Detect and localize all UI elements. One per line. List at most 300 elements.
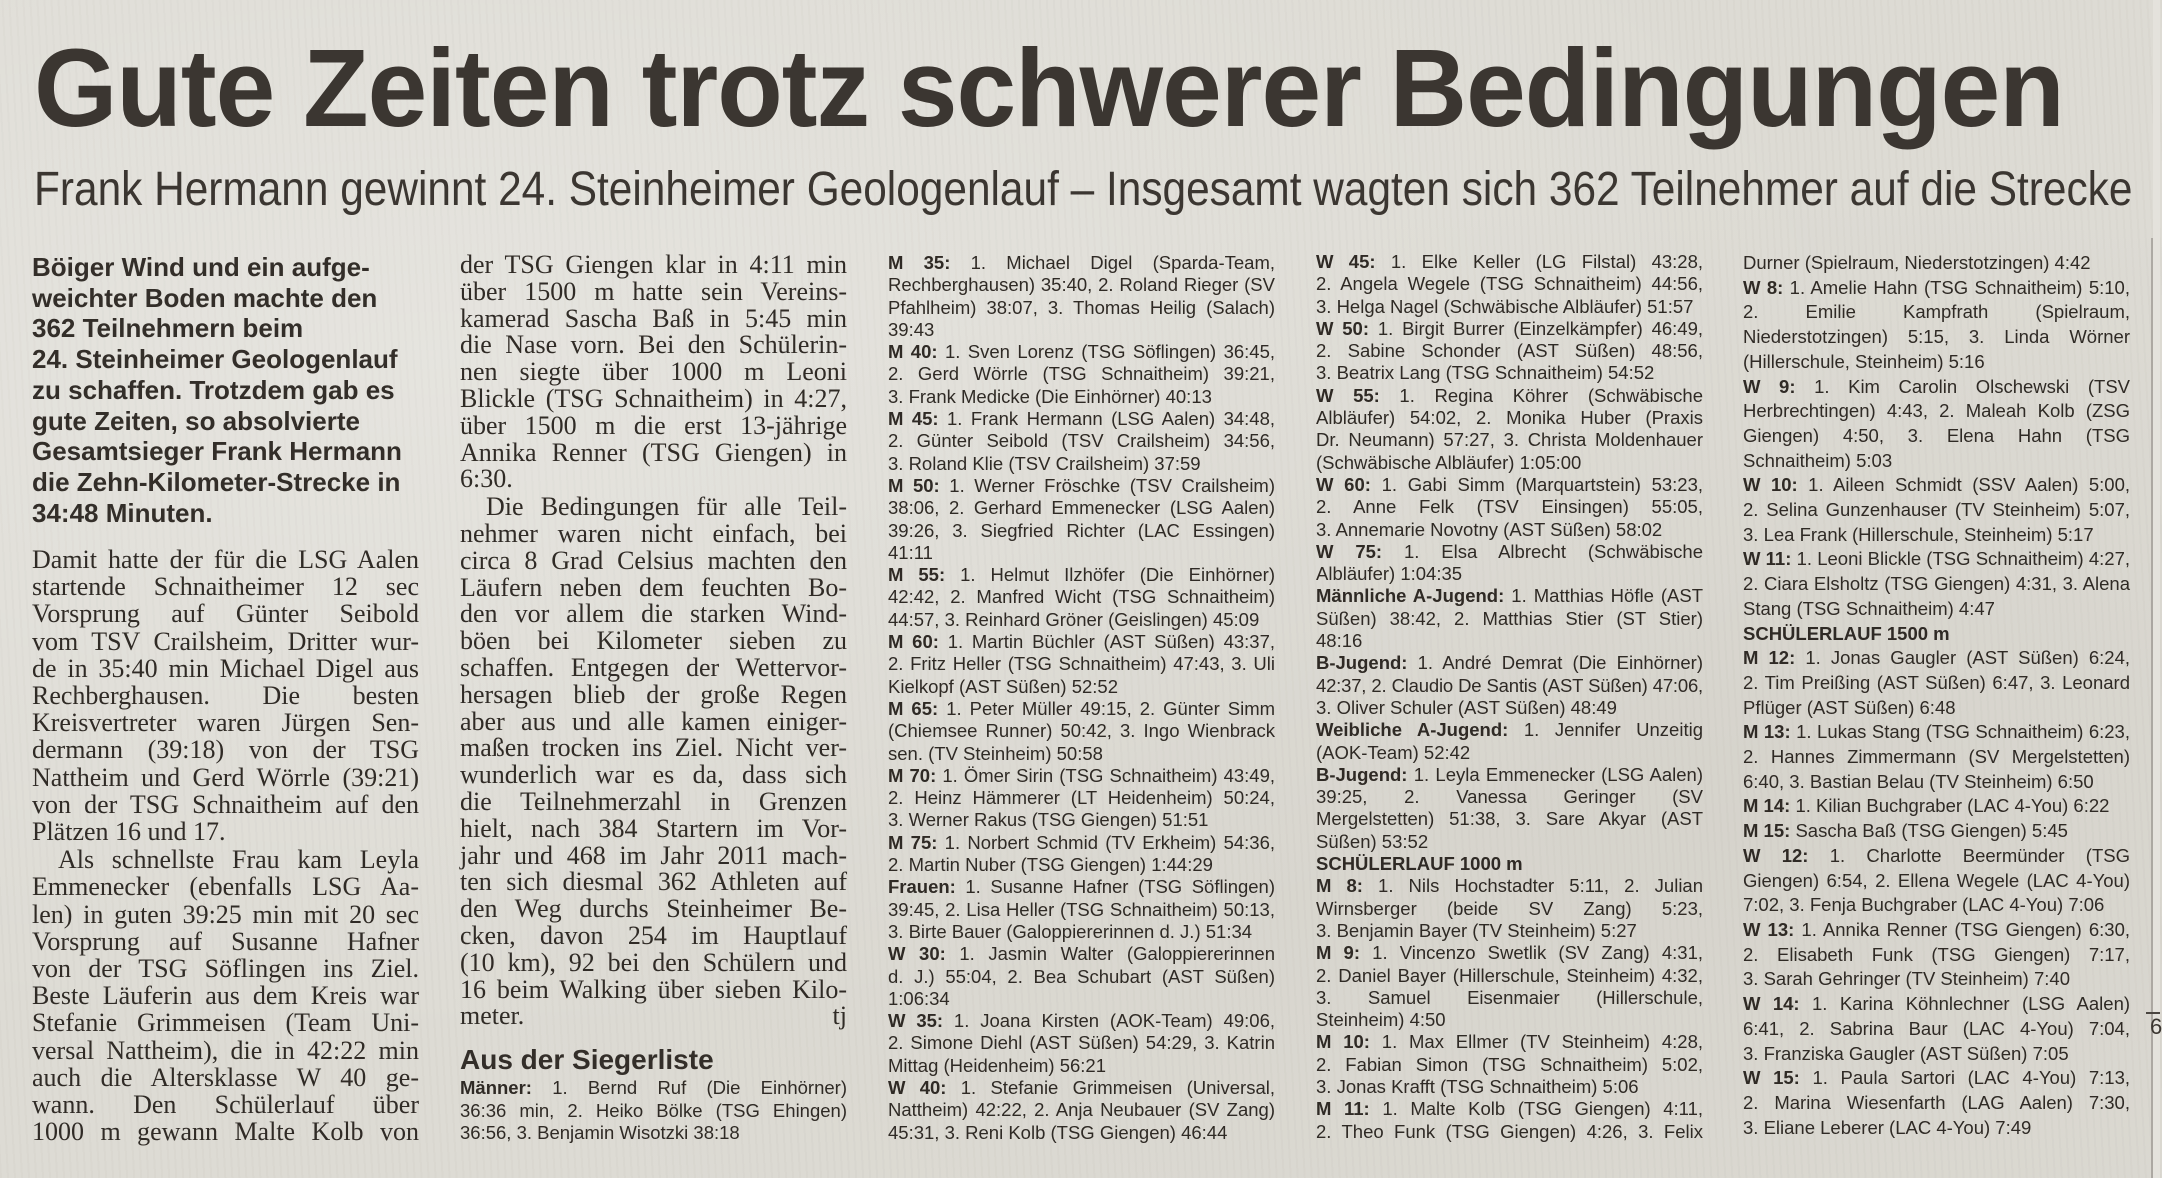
subtitle: Frank Hermann gewinnt 24. Steinheimer Geologenlauf – Insgesamt wagten sich 362 Teilnehmer auf die Strecke	[34, 163, 2133, 216]
result-line	[888, 988, 1275, 1010]
result-text: Pflüger (AST Süßen) 6:48	[1743, 696, 1956, 718]
article-line	[460, 601, 847, 628]
result-entry	[1743, 1066, 2130, 1140]
result-line	[1316, 898, 1703, 920]
article-paragraph	[460, 494, 847, 1030]
result-line	[1743, 1042, 2130, 1067]
article-line-text: Damit hatte der für die LSG Aalen	[32, 545, 419, 574]
result-line	[1316, 652, 1703, 674]
result-text: 1. Malte Kolb (TSG Giengen) 4:11,	[1382, 1098, 1703, 1120]
result-text: d. J.) 55:04, 2. Bea Schubart (AST Süßen)	[888, 965, 1275, 987]
result-line	[1743, 1017, 2130, 1042]
result-text: 2. Elisabeth Funk (TSG Giengen) 7:17,	[1743, 943, 2130, 965]
result-category-label: M 40:	[888, 341, 938, 363]
result-text: Niederstotzingen) 5:15, 3. Linda Wörner	[1743, 326, 2130, 348]
result-category-label: M 65:	[888, 697, 939, 719]
article-line-text: len) in guten 39:25 min mit 20 sec	[32, 899, 419, 929]
result-line	[1316, 920, 1703, 942]
result-line	[888, 787, 1275, 809]
result-line	[1743, 424, 2130, 449]
article-line	[460, 735, 847, 762]
result-entry	[888, 1010, 1275, 1077]
result-text: 2. Tim Preißing (AST Süßen) 6:47, 3. Leonard	[1743, 671, 2130, 693]
result-text: 3. Sarah Gehringer (TV Steinheim) 7:40	[1743, 968, 2070, 990]
result-entry	[1316, 875, 1703, 942]
article-line-text: versal Nattheim), die in 42:22 min	[32, 1035, 419, 1065]
article-paragraph	[32, 546, 419, 845]
result-category-label: M 75:	[888, 831, 938, 853]
result-entry	[1743, 375, 2130, 474]
article-line-text: startende Schnaitheimer 12 sec	[32, 572, 419, 602]
result-line	[888, 341, 1275, 363]
article-line	[460, 572, 847, 602]
result-text: 3. Samuel Eisenmaier (Hillerschule,	[1316, 986, 1703, 1008]
article-line	[32, 682, 419, 709]
article-line	[460, 947, 847, 977]
result-text: 3. Werner Rakus (TSG Giengen) 51:51	[888, 809, 1209, 831]
result-entry	[888, 876, 1275, 943]
result-category-label: Männer:	[460, 1077, 532, 1098]
result-entry	[1316, 942, 1703, 1031]
result-entry	[1316, 1031, 1703, 1098]
result-line	[1316, 987, 1703, 1009]
result-line	[888, 520, 1275, 542]
result-line	[888, 363, 1275, 385]
result-text: Dr. Neumann) 57:27, 3. Christa Moldenhauer	[1316, 429, 1703, 451]
article-line-text: Kreisvertreter waren Jürgen Sen-	[32, 708, 419, 738]
article-line	[32, 655, 419, 682]
result-line	[1743, 869, 2130, 894]
article-line-text: maßen trocken ins Ziel. Nicht ver-	[460, 733, 847, 763]
result-line	[888, 430, 1275, 452]
result-entry	[888, 698, 1275, 765]
result-text: 2. Theo Funk (TSG Giengen) 4:26, 3. Felix	[1316, 1120, 1703, 1142]
article-line	[460, 786, 847, 816]
result-category-label: W 45:	[1316, 251, 1376, 272]
result-text: 2. Heinz Hämmerer (LT Heidenheim) 50:24,	[888, 787, 1275, 809]
result-entry	[1316, 251, 1703, 318]
result-text: 1. Werner Fröschke (TSV Crailsheim)	[949, 474, 1276, 496]
article-line	[460, 869, 847, 896]
result-category-label: Männliche A-Jugend:	[1316, 585, 1505, 607]
article-line	[460, 652, 847, 682]
result-line	[1743, 1116, 2130, 1141]
result-line	[1743, 720, 2130, 745]
article-line-text: ten sich diesmal 362 Athleten auf	[460, 867, 847, 897]
article-line	[460, 679, 847, 709]
result-text: 3. Annemarie Novotny (AST Süßen) 58:02	[1316, 518, 1663, 540]
result-text: Durner (Spielraum, Niederstotzingen) 4:42	[1743, 252, 2091, 273]
result-line	[888, 1122, 1275, 1144]
result-line	[1316, 474, 1703, 496]
result-text: Steinheim) 4:50	[1316, 1009, 1446, 1031]
article-line	[460, 920, 847, 950]
article-line	[32, 1009, 419, 1036]
result-entry	[1743, 646, 2130, 720]
result-text: 42:37, 2. Claudio De Santis (AST Süßen) 47:06,	[1316, 674, 1703, 696]
result-entry	[1316, 652, 1703, 719]
result-line	[1316, 875, 1703, 897]
result-text: 3. Lea Frank (Hillerschule, Steinheim) 5:17	[1743, 523, 2094, 545]
article-line-text: dermann (39:18) von der TSG	[32, 735, 419, 765]
article-line	[32, 901, 419, 928]
result-line	[1316, 1121, 1703, 1143]
article-line-text: kamerad Sascha Baß in 5:45 min	[460, 303, 847, 333]
lead-line: gute Zeiten, so absolvierte	[32, 405, 360, 436]
article-line-text: nehmer waren nicht einfach, bei	[460, 518, 847, 548]
result-text: Albläufer) 54:02, 2. Monika Huber (Praxis	[1316, 407, 1703, 429]
result-entry	[1743, 276, 2130, 375]
result-line	[888, 720, 1275, 742]
result-category-label: W 50:	[1316, 317, 1370, 339]
result-text: 7:02, 3. Fenja Buchgraber (LAC 4-You) 7:06	[1743, 894, 2105, 916]
result-text: 1. Peter Müller 49:15, 2. Günter Simm	[946, 697, 1276, 719]
result-text: 45:31, 3. Reni Kolb (TSG Giengen) 46:44	[888, 1121, 1228, 1143]
article-line	[32, 791, 419, 818]
result-text: 44:57, 3. Reinhard Gröner (Geislingen) 45:09	[888, 608, 1260, 630]
result-line	[1743, 473, 2130, 498]
result-line	[1743, 523, 2130, 548]
result-text: Herbrechtingen) 4:43, 2. Maleah Kolb (ZSG	[1743, 400, 2130, 422]
result-category-label: W 9:	[1743, 375, 1796, 397]
headline: Gute Zeiten trotz schwerer Bedingungen	[34, 27, 2064, 150]
result-text: Nattheim) 42:22, 2. Anja Neubauer (SV Zang)	[888, 1099, 1275, 1121]
result-line	[888, 386, 1275, 408]
result-line	[1316, 786, 1703, 808]
result-line	[888, 832, 1275, 854]
result-line	[1316, 340, 1703, 362]
result-text: 1. Joana Kirsten (AOK-Team) 49:06,	[953, 1010, 1275, 1032]
article-line-text: Vorsprung auf Susanne Hafner	[32, 926, 419, 956]
result-category-label: M 55:	[888, 564, 946, 586]
article-line	[32, 818, 419, 845]
article-line-text: de in 35:40 min Michael Digel aus	[32, 653, 419, 683]
article-line	[460, 437, 847, 467]
result-line	[1743, 572, 2130, 597]
article-column-1	[32, 546, 419, 1145]
result-entry	[1316, 764, 1703, 853]
article-line-text: wunderlich war es da, dass sich	[460, 760, 847, 790]
result-line	[1316, 808, 1703, 830]
result-line	[1743, 251, 2130, 276]
result-category-label: W 30:	[888, 943, 946, 965]
article-line-text: hielt, nach 384 Startern im Vor-	[460, 813, 847, 843]
result-category-label: M 8:	[1316, 875, 1363, 897]
result-text: 2. Anne Felk (TSV Einsingen) 55:05,	[1316, 496, 1703, 518]
result-line	[1743, 671, 2130, 696]
article-line-text: Annika Renner (TSG Giengen) in	[460, 437, 847, 467]
article-line	[460, 494, 847, 521]
result-category-label: M 10:	[1316, 1031, 1370, 1053]
result-category-label: W 40:	[888, 1076, 947, 1098]
result-line	[1743, 745, 2130, 770]
result-text: (Hillerschule, Steinheim) 5:16	[1743, 350, 1985, 372]
result-line	[888, 854, 1275, 876]
article-line	[32, 764, 419, 791]
article-line-text: Läufern neben dem feuchten Bo-	[460, 572, 847, 602]
result-text: 1. Vincenzo Swetlik (SV Zang) 4:31,	[1372, 942, 1704, 964]
result-category-label: B-Jugend:	[1316, 763, 1408, 785]
result-category-label: W 10:	[1743, 474, 1798, 496]
result-entry	[888, 765, 1275, 832]
result-line	[888, 1032, 1275, 1054]
result-text: 6:40, 3. Bastian Belau (TV Steinheim) 6:50	[1743, 770, 2094, 792]
article-line	[32, 955, 419, 982]
result-line	[1743, 819, 2130, 844]
result-line	[888, 921, 1275, 943]
result-line	[1316, 1009, 1703, 1031]
result-text: 1. Leoni Blickle (TSG Schnaitheim) 4:27,	[1796, 548, 2130, 570]
results-column-3	[888, 252, 1275, 1144]
result-category-label: W 12:	[1743, 844, 1809, 866]
result-text: 1. Leyla Emmenecker (LSG Aalen)	[1413, 763, 1704, 785]
result-category-label: M 35:	[888, 252, 951, 273]
result-text: 3. Franziska Gaugler (AST Süßen) 7:05	[1743, 1042, 2069, 1064]
article-line-text: Die Bedingungen für alle Teil-	[486, 492, 847, 522]
result-line	[1743, 646, 2130, 671]
result-line	[1316, 251, 1703, 273]
result-line	[1316, 296, 1703, 318]
result-line	[1743, 350, 2130, 375]
result-category-label: M 13:	[1743, 721, 1791, 743]
result-text: Stang (TSG Schnaitheim) 4:47	[1743, 597, 1995, 619]
result-text: 2. Emilie Kampfrath (Spielraum,	[1743, 301, 2130, 323]
result-line	[888, 676, 1275, 698]
article-line	[460, 518, 847, 548]
result-entry	[888, 943, 1275, 1010]
article-line-text: Plätzen 16 und 17.	[32, 817, 226, 847]
article-line-text: meter.	[460, 1001, 525, 1031]
result-category-label: W 13:	[1743, 918, 1795, 940]
article-line	[460, 359, 847, 386]
result-line	[1743, 943, 2130, 968]
result-line	[1743, 300, 2130, 325]
result-text: Schnaitheim) 5:03	[1743, 449, 1893, 471]
results-heading: Aus der Siegerliste	[460, 1044, 714, 1075]
result-line	[888, 1099, 1275, 1121]
result-entry	[1743, 819, 2130, 844]
result-line	[1316, 719, 1703, 741]
result-line	[888, 698, 1275, 720]
result-line	[460, 1122, 847, 1145]
result-line	[1316, 742, 1703, 764]
article-line-text: 1000 m gewann Malte Kolb von	[32, 1117, 419, 1147]
result-entry	[460, 1077, 847, 1145]
article-line	[32, 1118, 419, 1145]
article-line	[460, 466, 847, 493]
result-text: 1. Karina Köhnlechner (LSG Aalen)	[1812, 993, 2131, 1015]
result-text: 1. Paula Sartori (LAC 4-You) 7:13,	[1812, 1067, 2131, 1089]
article-line	[460, 252, 847, 279]
result-entry	[1743, 794, 2130, 819]
result-line	[888, 475, 1275, 497]
result-line	[460, 1077, 847, 1100]
result-line	[888, 743, 1275, 765]
result-entry	[1743, 251, 2130, 276]
result-text: 2. Fabian Simon (TSG Schnaitheim) 5:02,	[1316, 1053, 1703, 1075]
result-text: Giengen) 4:50, 3. Elena Hahn (TSG	[1743, 424, 2130, 446]
article-line-text: die Teilnehmerzahl in Grenzen	[460, 786, 847, 816]
result-text: 3. Eliane Leberer (LAC 4-You) 7:49	[1743, 1116, 2032, 1138]
article-line	[460, 383, 847, 413]
result-category-label: W 14:	[1743, 993, 1800, 1015]
article-paragraph	[32, 846, 419, 1145]
lead-line: Gesamtsieger Frank Hermann	[32, 436, 402, 467]
result-text: 1. Lukas Stang (TSG Schnaitheim) 6:23,	[1796, 721, 2130, 743]
result-text: 1. Annika Renner (TSG Giengen) 6:30,	[1801, 918, 2131, 940]
article-line-text: schaffen. Entgegen der Wettervor-	[460, 652, 847, 682]
result-entry	[888, 408, 1275, 475]
result-text: 2. Selina Gunzenhauser (TV Steinheim) 5:07,	[1743, 499, 2130, 521]
result-line	[1316, 563, 1703, 585]
lead-line: die Zehn-Kilometer-Strecke in	[32, 466, 401, 497]
result-text: 39:25, 2. Vanessa Geringer (SV	[1316, 786, 1703, 808]
result-line	[888, 564, 1275, 586]
article-line-text: cken, davon 254 im Hauptlauf	[460, 920, 847, 950]
result-entry	[1743, 918, 2130, 992]
results-column-5	[1743, 251, 2130, 1140]
result-line	[460, 1100, 847, 1123]
article-line-text: Rechberghausen. Die besten	[32, 681, 419, 711]
article-line-text: (10 km), 92 bei den Schülern und	[460, 947, 847, 977]
result-entry	[1316, 318, 1703, 385]
result-line	[888, 274, 1275, 296]
result-category-label: W 15:	[1743, 1067, 1800, 1089]
result-text: sen. (TV Steinheim) 50:58	[888, 742, 1103, 764]
result-line	[1743, 325, 2130, 350]
article-line-text: von der TSG Schnaitheim auf den	[32, 789, 419, 819]
result-line	[1743, 597, 2130, 622]
article-line-text: über 1500 m hatte sein Vereins-	[460, 276, 847, 306]
result-text: 1. Jasmin Walter (Galoppiererinnen	[959, 943, 1275, 965]
result-line	[1316, 585, 1703, 607]
result-category-label: W 35:	[888, 1010, 944, 1032]
article-line-text: circa 8 Grad Celsius machten den	[460, 545, 847, 575]
result-line	[888, 966, 1275, 988]
result-text: 39:45, 2. Lisa Heller (TSG Schnaitheim) 50:13,	[888, 898, 1275, 920]
result-line	[888, 297, 1275, 319]
article-line-text: Emmenecker (ebenfalls LSG Aa-	[32, 872, 419, 902]
result-text: 48:16	[1316, 630, 1363, 652]
article-line	[460, 545, 847, 575]
article-line-text: Nattheim und Gerd Wörrle (39:21)	[32, 762, 419, 792]
result-text: Sascha Baß (TSG Giengen) 5:45	[1795, 820, 2068, 842]
result-line	[1316, 541, 1703, 563]
result-line	[1743, 992, 2130, 1017]
result-line	[1316, 273, 1703, 295]
result-line	[1316, 429, 1703, 451]
result-text: 1. Jennifer Unzeitig	[1523, 719, 1703, 741]
result-entry	[1316, 719, 1703, 764]
article-line-text: Vorsprung auf Günter Seibold	[32, 599, 419, 629]
result-entry	[1316, 585, 1703, 652]
result-line	[1316, 942, 1703, 964]
result-text: Süßen) 38:42, 2. Matthias Stier (ST Stier)	[1316, 607, 1703, 629]
result-entry	[1316, 474, 1703, 541]
result-line	[1743, 547, 2130, 572]
result-category-label: M 45:	[888, 408, 939, 430]
result-line	[1316, 831, 1703, 853]
result-text: 1. Stefanie Grimmeisen (Universal,	[960, 1076, 1276, 1098]
article-line	[32, 573, 419, 600]
result-text: 39:26, 3. Siegfried Richter (LAC Essingen)	[888, 519, 1275, 541]
results-section-heading: SCHÜLERLAUF 1500 m	[1743, 622, 1950, 644]
article-line	[32, 873, 419, 900]
result-line	[1743, 375, 2130, 400]
result-line	[1316, 362, 1703, 384]
result-text: 1:06:34	[888, 987, 950, 1009]
result-line	[1316, 385, 1703, 407]
result-line	[1316, 452, 1703, 474]
article-line	[32, 600, 419, 627]
result-line	[888, 943, 1275, 965]
article-line-text: auch die Altersklasse W 40 ge-	[32, 1062, 419, 1092]
article-line	[460, 1003, 847, 1030]
result-line	[1743, 1091, 2130, 1116]
result-text: 1. Nils Hochstadter 5:11, 2. Julian	[1378, 875, 1704, 897]
result-line	[888, 765, 1275, 787]
result-text: 1. Charlotte Beermünder (TSG	[1829, 844, 2130, 866]
result-text: 3. Roland Klie (TSV Crailsheim) 37:59	[888, 452, 1201, 474]
article-line-text: der TSG Giengen klar in 4:11 min	[460, 250, 847, 279]
result-text: 2. Simone Diehl (AST Süßen) 54:29, 3. Katrin	[888, 1032, 1275, 1054]
article-line	[460, 410, 847, 440]
result-line	[888, 1055, 1275, 1077]
result-category-label: M 70:	[888, 764, 937, 786]
result-line	[1316, 697, 1703, 719]
result-line	[888, 497, 1275, 519]
result-entry	[1743, 547, 2130, 621]
result-line	[1316, 1054, 1703, 1076]
result-line	[1316, 1098, 1703, 1120]
result-text: 2. Günter Seibold (TSV Crailsheim) 34:56,	[888, 430, 1275, 452]
result-entry	[888, 341, 1275, 408]
result-line	[888, 586, 1275, 608]
result-entry	[1743, 720, 2130, 794]
result-entry	[888, 631, 1275, 698]
result-line	[1743, 794, 2130, 819]
result-text: 36:56, 3. Benjamin Wisotzki 38:18	[460, 1122, 740, 1143]
result-text: Giengen) 6:54, 2. Ellena Wegele (LAC 4-You)	[1743, 869, 2130, 891]
result-category-label: Frauen:	[888, 876, 956, 898]
result-entry	[1743, 844, 2130, 918]
result-line	[1316, 630, 1703, 652]
result-entry	[888, 832, 1275, 877]
result-line	[1316, 519, 1703, 541]
result-text: Albläufer) 1:04:35	[1316, 563, 1463, 585]
result-text: 2. Gerd Wörrle (TSG Schnaitheim) 39:21,	[888, 363, 1275, 385]
lead-line: 362 Teilnehmern beim	[32, 313, 304, 344]
result-line	[1316, 1076, 1703, 1098]
result-text: 1. Amelie Hahn (TSG Schnaitheim) 5:10,	[1789, 276, 2130, 298]
result-text: Rechberghausen) 35:40, 2. Roland Rieger (SV	[888, 274, 1275, 296]
result-text: Mergelstetten) 51:38, 3. Sare Akyar (AST	[1316, 808, 1703, 830]
results-column-2	[460, 1077, 847, 1145]
result-category-label: W 55:	[1316, 384, 1380, 406]
result-line	[1743, 893, 2130, 918]
result-entry	[1316, 385, 1703, 474]
result-line	[888, 319, 1275, 341]
result-text: 3. Birte Bauer (Galoppiererinnen d. J.) 51:34	[888, 920, 1253, 942]
article-line	[460, 303, 847, 333]
lead-paragraph	[32, 252, 419, 528]
result-text: (AOK-Team) 52:42	[1316, 741, 1471, 763]
result-entry	[888, 252, 1275, 341]
result-text: 1. Susanne Hafner (TSG Söflingen)	[965, 876, 1276, 898]
result-text: 2. Sabine Schonder (AST Süßen) 48:56,	[1316, 340, 1703, 362]
result-category-label: M 50:	[888, 474, 940, 496]
result-category-label: M 15:	[1743, 820, 1791, 842]
